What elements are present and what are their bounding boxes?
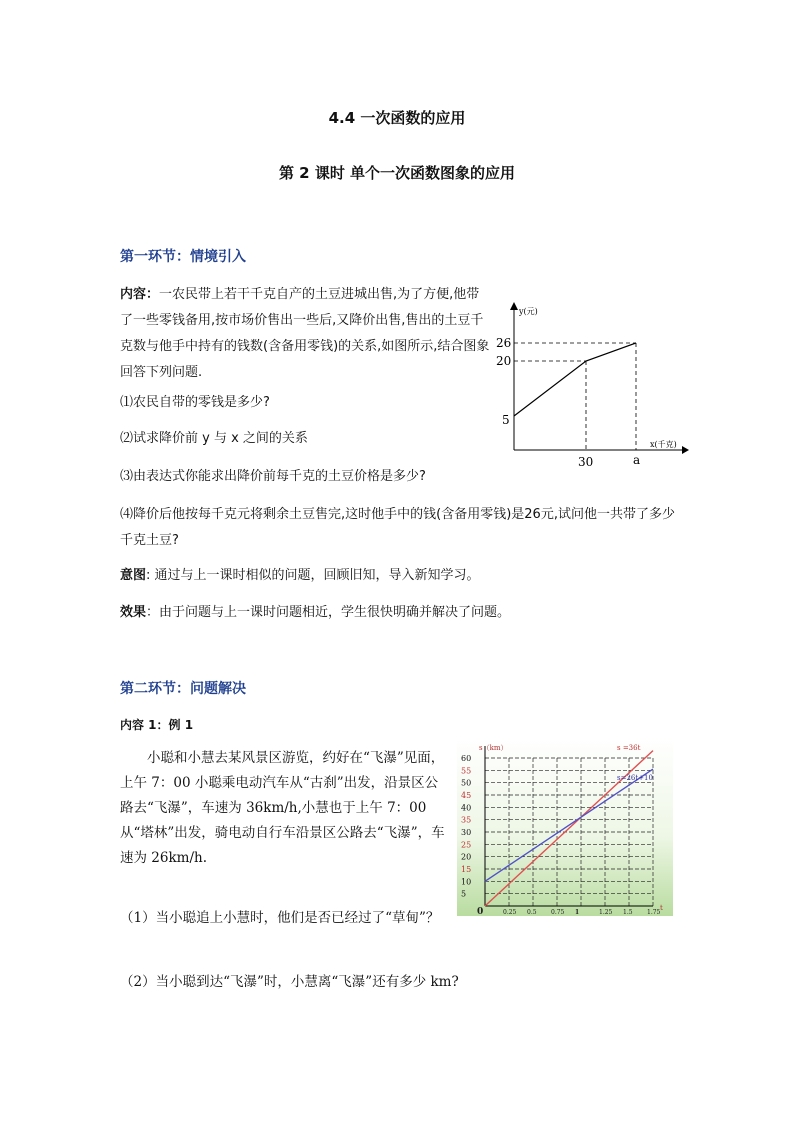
graph2-x-end-label: t (660, 904, 663, 912)
section2-content-label: 内容 1：例 1 (120, 718, 194, 732)
section1-effect (120, 600, 510, 626)
example-q2: （2）当小聪到达“飞瀑”时，小慧离“飞瀑”还有多少 km? (120, 974, 459, 990)
effect-label: 效果 (120, 605, 147, 620)
y-tick-25: 25 (461, 840, 472, 850)
money-potato-graph (490, 296, 690, 466)
x-tick-1: 1 (575, 909, 580, 916)
y-tick-30: 30 (461, 828, 472, 837)
x-tick-0.75: 0.75 (551, 909, 565, 916)
section1-intent (120, 563, 480, 589)
content-text: 一农民带上若干千克自产的土豆进城出售,为了方便,他带了一些零钱备用,按市场价售出一些后,又降价出售,售出的土豆千克数与他手中持有的钱数(含备用零钱)的关系,如图所示,结合图象回答下列问题. (120, 287, 490, 380)
y-tick-60: 60 (461, 754, 472, 763)
lesson-subtitle: 第 2 课时 单个一次函数图象的应用 (278, 164, 516, 182)
graph1-y-axis-label: y(元) (519, 307, 538, 316)
content-label: 内容： (120, 287, 160, 302)
example-q1: （1）当小聪追上小慧时，他们是否已经过了“草甸”？ (120, 910, 440, 926)
x-tick-1.5: 1.5 (623, 909, 633, 916)
x-tick-a: a (633, 453, 641, 466)
y-tick-20: 20 (496, 354, 512, 368)
intent-text: : 通过与上一课时相似的问题，回顾旧知，导入新知学习。 (146, 568, 480, 583)
y-tick-5: 5 (502, 413, 510, 427)
effect-text: ：由于问题与上一课时问题相近，学生很快明确并解决了问题。 (146, 605, 511, 620)
section1-q4: ⑷降价后他按每千克元将剩余土豆售完,这时他手中的钱(含备用零钱)是26元,试问他一共带了多少千克土豆? (120, 507, 675, 548)
section1-heading: 第一环节：情境引入 (120, 249, 246, 265)
y-tick-10: 10 (461, 877, 472, 887)
section1-content (120, 282, 492, 386)
distance-time-graph (457, 738, 673, 916)
graph2-y-label: s（km） (479, 744, 508, 752)
x-tick-30: 30 (578, 455, 594, 466)
graph1-x-axis-label: x(千克) (650, 440, 677, 449)
y-tick-26: 26 (496, 336, 512, 350)
section2-heading: 第二环节：问题解决 (120, 681, 246, 697)
y-tick-5: 5 (461, 889, 467, 899)
graph2-background (457, 738, 673, 916)
x-tick-0.5: 0.5 (527, 909, 537, 916)
section1-q2: ⑵试求降价前 y 与 x 之间的关系 (120, 431, 308, 446)
intent-label: 意图 (120, 568, 147, 583)
x-tick-0: 0 (477, 907, 484, 916)
x-tick-0.25: 0.25 (503, 909, 517, 916)
example-text: 小聪和小慧去某风景区游览，约好在“飞瀑”见面，上午 7：00 小聪乘电动汽车从“古刹”出发，沿景区公路去“飞瀑”，车速为 36km/h,小慧也于上午 7：00 从“塔林”出发，骑电动自行车沿景区公路去“飞瀑”，车速为 26km/h. (120, 750, 445, 866)
y-tick-20: 20 (461, 852, 472, 862)
line1-label: s =36t (617, 744, 641, 752)
x-tick-1.75: 1.75 (647, 909, 661, 916)
y-tick-40: 40 (461, 803, 472, 813)
y-tick-45: 45 (461, 791, 472, 800)
money-line (514, 343, 636, 416)
line2-label: s=26t+10 (617, 774, 653, 782)
section1-q3: ⑶由表达式你能求出降价前每千克的土豆价格是多少? (120, 469, 426, 484)
page-title: 4.4 一次函数的应用 (328, 109, 466, 127)
y-tick-50: 50 (461, 778, 472, 788)
section1-q1: ⑴农民自带的零钱是多少? (120, 395, 270, 410)
y-tick-35: 35 (461, 815, 472, 825)
graph1-axes (510, 302, 689, 454)
y-tick-55: 55 (461, 766, 472, 776)
y-tick-15: 15 (461, 865, 472, 874)
x-tick-1.25: 1.25 (599, 909, 613, 916)
